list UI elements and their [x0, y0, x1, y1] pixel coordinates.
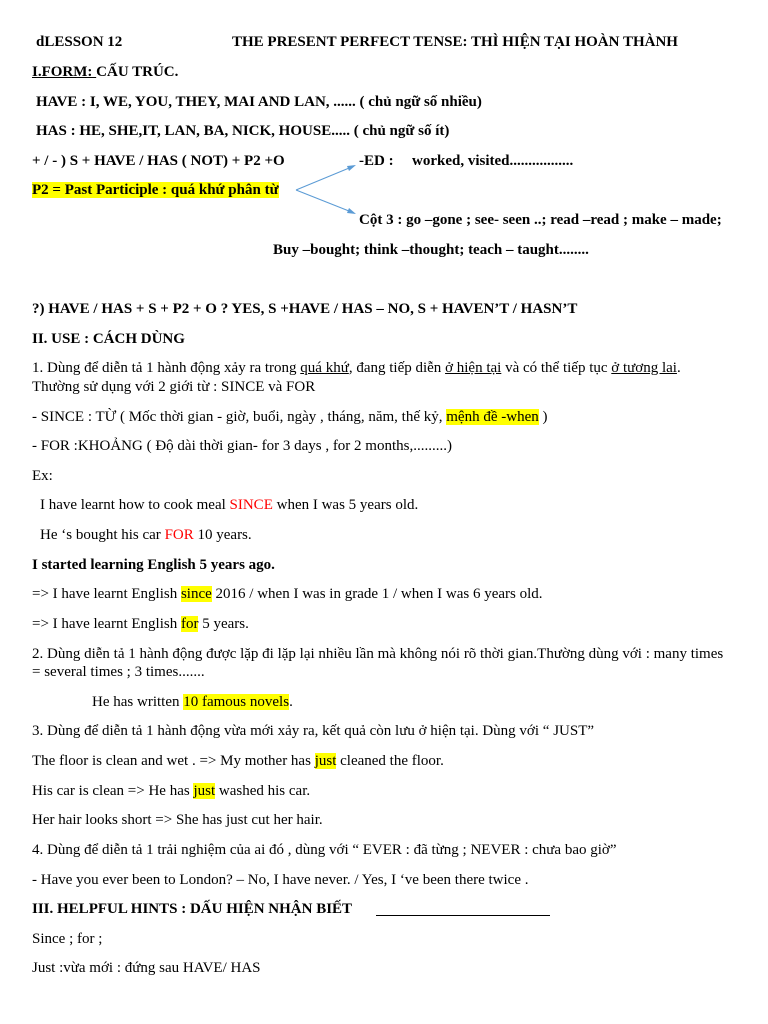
use-heading: II. USE : CÁCH DÙNG	[32, 331, 185, 347]
transform-for	[32, 615, 249, 633]
p2-definition	[32, 181, 279, 199]
have-subjects-line: HAVE : I, WE, YOU, THEY, MAI AND LAN, ...... ( chủ ngữ số nhiều)	[36, 94, 482, 110]
floor-text-b: cleaned the floor.	[336, 753, 444, 769]
example-since-text-a: I have learnt how to cook meal	[40, 497, 230, 513]
novels-highlight: 10 famous novels	[183, 694, 290, 710]
since-highlight: mệnh đề -when	[446, 409, 539, 425]
example-since	[40, 496, 418, 514]
use-1-line	[32, 359, 681, 377]
since-explanation	[32, 408, 547, 426]
form-heading	[32, 63, 178, 81]
use-1-present: ở hiện tại	[445, 360, 502, 376]
use-1-prepositions: Thường sử dụng với 2 giới từ : SINCE và FOR	[32, 379, 316, 395]
use-4-paragraph: 4. Dùng để diễn tả 1 trải nghiệm của ai đó , dùng với “ EVER : đã từng ; NEVER : chưa bao giờ”	[32, 842, 617, 858]
hair-example: Her hair looks short => She has just cut her hair.	[32, 812, 323, 828]
transform-for-keyword: for	[180, 616, 199, 632]
car-text-a: His car is clean => He has	[32, 783, 194, 799]
transform-for-text-a: => I have learnt English	[32, 616, 181, 632]
novels-text-a: He has written	[92, 694, 184, 710]
floor-example	[32, 752, 444, 770]
form-heading-rest: CẤU TRÚC.	[96, 64, 179, 80]
example-since-keyword: SINCE	[229, 497, 273, 513]
hints-underline	[376, 915, 550, 916]
example-label: Ex:	[32, 468, 53, 484]
transform-for-text-b: 5 years.	[198, 616, 249, 632]
use-1-text-a: 1. Dùng để diễn tả 1 hành động xảy ra trong	[32, 360, 301, 376]
car-just: just	[193, 783, 216, 799]
transform-since-keyword: since	[180, 586, 212, 602]
car-example	[32, 782, 310, 800]
since-text: - SINCE : TỪ ( Mốc thời gian - giờ, buổi, ngày , tháng, năm, thế kỷ,	[32, 409, 447, 425]
for-explanation: - FOR :KHOẢNG ( Độ dài thời gian- for 3 days , for 2 months,.........)	[32, 438, 452, 454]
novels-period: .	[289, 694, 293, 710]
use-1-text-e: và có thể tiếp tục	[501, 360, 612, 376]
use-1-future: ở tương lai	[611, 360, 677, 376]
transform-since-text-a: => I have learnt English	[32, 586, 181, 602]
has-subjects-line: HAS : HE, SHE,IT, LAN, BA, NICK, HOUSE..... ( chủ ngữ số ít)	[36, 123, 450, 139]
use-1-text-c: , đang tiếp diễn	[348, 360, 446, 376]
floor-text-a: The floor is clean and wet . => My mother has	[32, 753, 315, 769]
use-3-paragraph: 3. Dùng để diễn tả 1 hành động vừa mới xảy ra, kết quả còn lưu ở hiện tại. Dùng với “ JUST”	[32, 723, 595, 739]
use-1-period: .	[676, 360, 681, 376]
bold-example-sentence: I started learning English 5 years ago.	[32, 557, 275, 573]
transform-since-text-b: 2016 / when I was in grade 1 / when I was 6 years old.	[211, 586, 543, 602]
use-2-paragraph: 2. Dùng diễn tả 1 hành động được lặp đi lặp lại nhiều lần mà không nói rõ thời gian.Thường dùng với : many times = several times ; 3 times.......	[32, 646, 724, 680]
floor-just: just	[314, 753, 337, 769]
example-for-keyword: FOR	[164, 527, 194, 543]
use-1-past: quá khứ	[300, 360, 349, 376]
example-since-text-b: when I was 5 years old.	[272, 497, 419, 513]
form-heading-label: I.FORM:	[32, 64, 97, 80]
ed-examples: worked, visited.................	[412, 153, 574, 169]
past-participle-list-1: Cột 3 : go –gone ; see- seen ..; read –read ; make – made;	[359, 212, 722, 228]
hint-since-for: Since ; for ;	[32, 931, 103, 947]
hint-just: Just :vừa mới : đứng sau HAVE/ HAS	[32, 960, 261, 976]
p2-definition-highlight: P2 = Past Participle : quá khứ phân từ	[32, 182, 279, 198]
question-formula: ?) HAVE / HAS + S + P2 + O ? YES, S +HAVE / HAS – NO, S + HAVEN’T / HASN’T	[32, 301, 578, 317]
example-for-text-a: He ‘s bought his car	[40, 527, 165, 543]
example-for	[40, 526, 252, 544]
novels-example	[92, 693, 293, 711]
lesson-number: dLESSON 12	[36, 34, 123, 50]
london-example: - Have you ever been to London? – No, I have never. / Yes, I ‘ve been there twice .	[32, 872, 529, 888]
ed-label: -ED :	[359, 153, 394, 169]
example-for-text-b: 10 years.	[193, 527, 252, 543]
positive-negative-formula: + / - ) S + HAVE / HAS ( NOT) + P2 +O	[32, 153, 285, 169]
since-close: )	[538, 409, 548, 425]
transform-since	[32, 585, 543, 603]
past-participle-list-2: Buy –bought; think –thought; teach – taught........	[273, 242, 589, 258]
hints-heading: III. HELPFUL HINTS : DẤU HIỆN NHẬN BIẾT	[32, 901, 353, 917]
branch-arrows-icon	[290, 160, 362, 220]
lesson-title: THE PRESENT PERFECT TENSE: THÌ HIỆN TẠI HOÀN THÀNH	[232, 34, 678, 50]
car-text-b: washed his car.	[215, 783, 311, 799]
